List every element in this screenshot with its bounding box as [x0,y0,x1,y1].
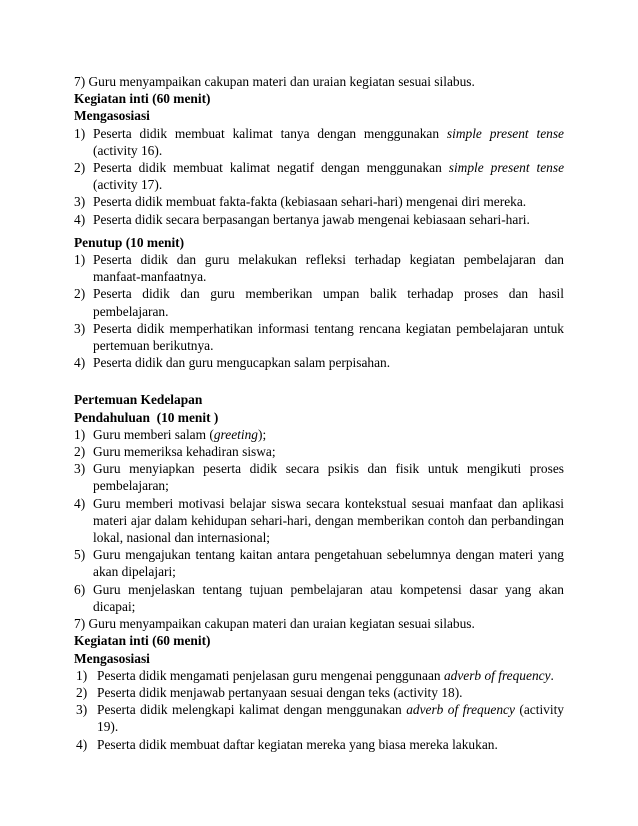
section-heading: Penutup (10 menit) [74,234,185,250]
list-number: 5) [74,547,86,563]
document-content [74,73,564,753]
item-text: Peserta didik dan guru melakukan refleksi terhadap kegiatan pembelajaran dan manfaat-manfaatnya. [93,252,564,285]
list-number: 2) [74,160,86,176]
item-text: Peserta didik secara berpasangan bertanya jawab mengenai kebiasaan sehari-hari. [93,211,530,227]
list-item [74,581,564,615]
item-text: Peserta didik menjawab pertanyaan sesuai dengan teks (activity 18). [97,684,463,700]
item-text-after: ); [258,426,267,442]
meeting-title: Pertemuan Kedelapan [74,392,203,408]
item-text: Guru menjelaskan tentang tujuan pembelajaran atau kompetensi dasar yang akan dicapai; [93,581,564,614]
text-line: 7) Guru menyampaikan cakupan materi dan uraian kegiatan sesuai silabus. [74,616,475,632]
item-text: Guru memeriksa kehadiran siswa; [93,444,276,460]
item-text: Guru memberi salam ( [93,426,214,442]
list-number: 6) [74,581,86,597]
numbered-list [74,667,564,753]
list-item [74,684,564,701]
list-item [74,495,564,547]
list-number: 1) [76,667,88,683]
item-text: Peserta didik memperhatikan informasi tentang rencana kegiatan pembelajaran untuk pertemuan berikutnya. [93,320,564,354]
list-number: 3) [74,461,86,477]
list-number: 1) [74,252,86,268]
item-text: Guru memberi motivasi belajar siswa secara kontekstual sesuai manfaat dan aplikasi materi ajar dalam kehidupan sehari-hari, dengan memberikan contoh dan perbandingan lokal, nasional dan internasional; [93,495,564,546]
item-text: Peserta didik membuat kalimat tanya dengan menggunakan [93,125,447,141]
list-number: 3) [74,320,86,336]
item-text: Peserta didik mengamati penjelasan guru mengenai penggunaan [97,667,444,683]
section-heading: Kegiatan inti (60 menit) [74,633,211,649]
section-heading: Pendahuluan (10 menit ) [74,409,219,425]
numbered-list [74,125,564,228]
subsection-heading: Mengasosiasi [74,650,150,666]
list-item [74,354,564,371]
list-number: 3) [74,194,86,210]
list-number: 4) [74,211,86,227]
numbered-list [74,426,564,615]
list-number: 1) [74,426,86,442]
list-item [74,546,564,580]
item-text: Peserta didik melengkapi kalimat dengan menggunakan [97,702,407,718]
item-text: Peserta didik membuat kalimat negatif dengan menggunakan [93,160,449,176]
numbered-list [74,251,564,371]
list-number: 1) [74,125,86,141]
item-text-after: (activity 17). [93,177,163,193]
item-emphasis: simple present tense [448,160,565,176]
list-item [74,193,564,210]
list-number: 4) [74,495,86,511]
list-item [74,159,564,193]
item-text: Peserta didik dan guru memberikan umpan balik terhadap proses dan hasil pembelajaran. [93,286,564,319]
list-item [74,460,564,494]
list-number: 4) [74,355,86,371]
section-heading: Kegiatan inti (60 menit) [74,91,211,107]
list-item [74,285,564,319]
list-item [74,443,564,460]
item-emphasis: simple present tense [446,125,564,141]
list-item [74,701,564,735]
list-number: 2) [74,286,86,302]
subsection-heading: Mengasosiasi [74,108,150,124]
list-number: 2) [76,684,88,700]
item-text-after: (activity 16). [93,142,163,158]
item-emphasis: greeting [213,426,258,442]
item-text: Peserta didik membuat fakta-fakta (kebiasaan sehari-hari) mengenai diri mereka. [93,194,527,210]
item-text-after: (activity 19). [97,702,565,735]
item-text: Guru menyiapkan peserta didik secara psikis dan fisik untuk mengikuti proses pembelajaran; [93,461,564,494]
list-item [74,125,564,159]
list-item [74,320,564,354]
item-text: Peserta didik dan guru mengucapkan salam perpisahan. [93,355,391,371]
item-text: Guru mengajukan tentang kaitan antara pengetahuan sebelumnya dengan materi yang akan dipelajari; [93,547,564,580]
item-text: Peserta didik membuat daftar kegiatan mereka yang biasa mereka lakukan. [97,736,498,752]
list-item [74,211,564,228]
list-item [74,667,564,684]
item-text-after: . [550,667,554,683]
item-emphasis: adverb of frequency [443,667,551,683]
list-item [74,251,564,285]
list-item [74,736,564,753]
list-number: 2) [74,444,86,460]
list-number: 4) [76,736,88,752]
text-line: 7) Guru menyampaikan cakupan materi dan uraian kegiatan sesuai silabus. [74,74,475,89]
list-number: 3) [76,702,88,718]
item-emphasis: adverb of frequency [406,702,515,718]
list-item [74,426,564,443]
